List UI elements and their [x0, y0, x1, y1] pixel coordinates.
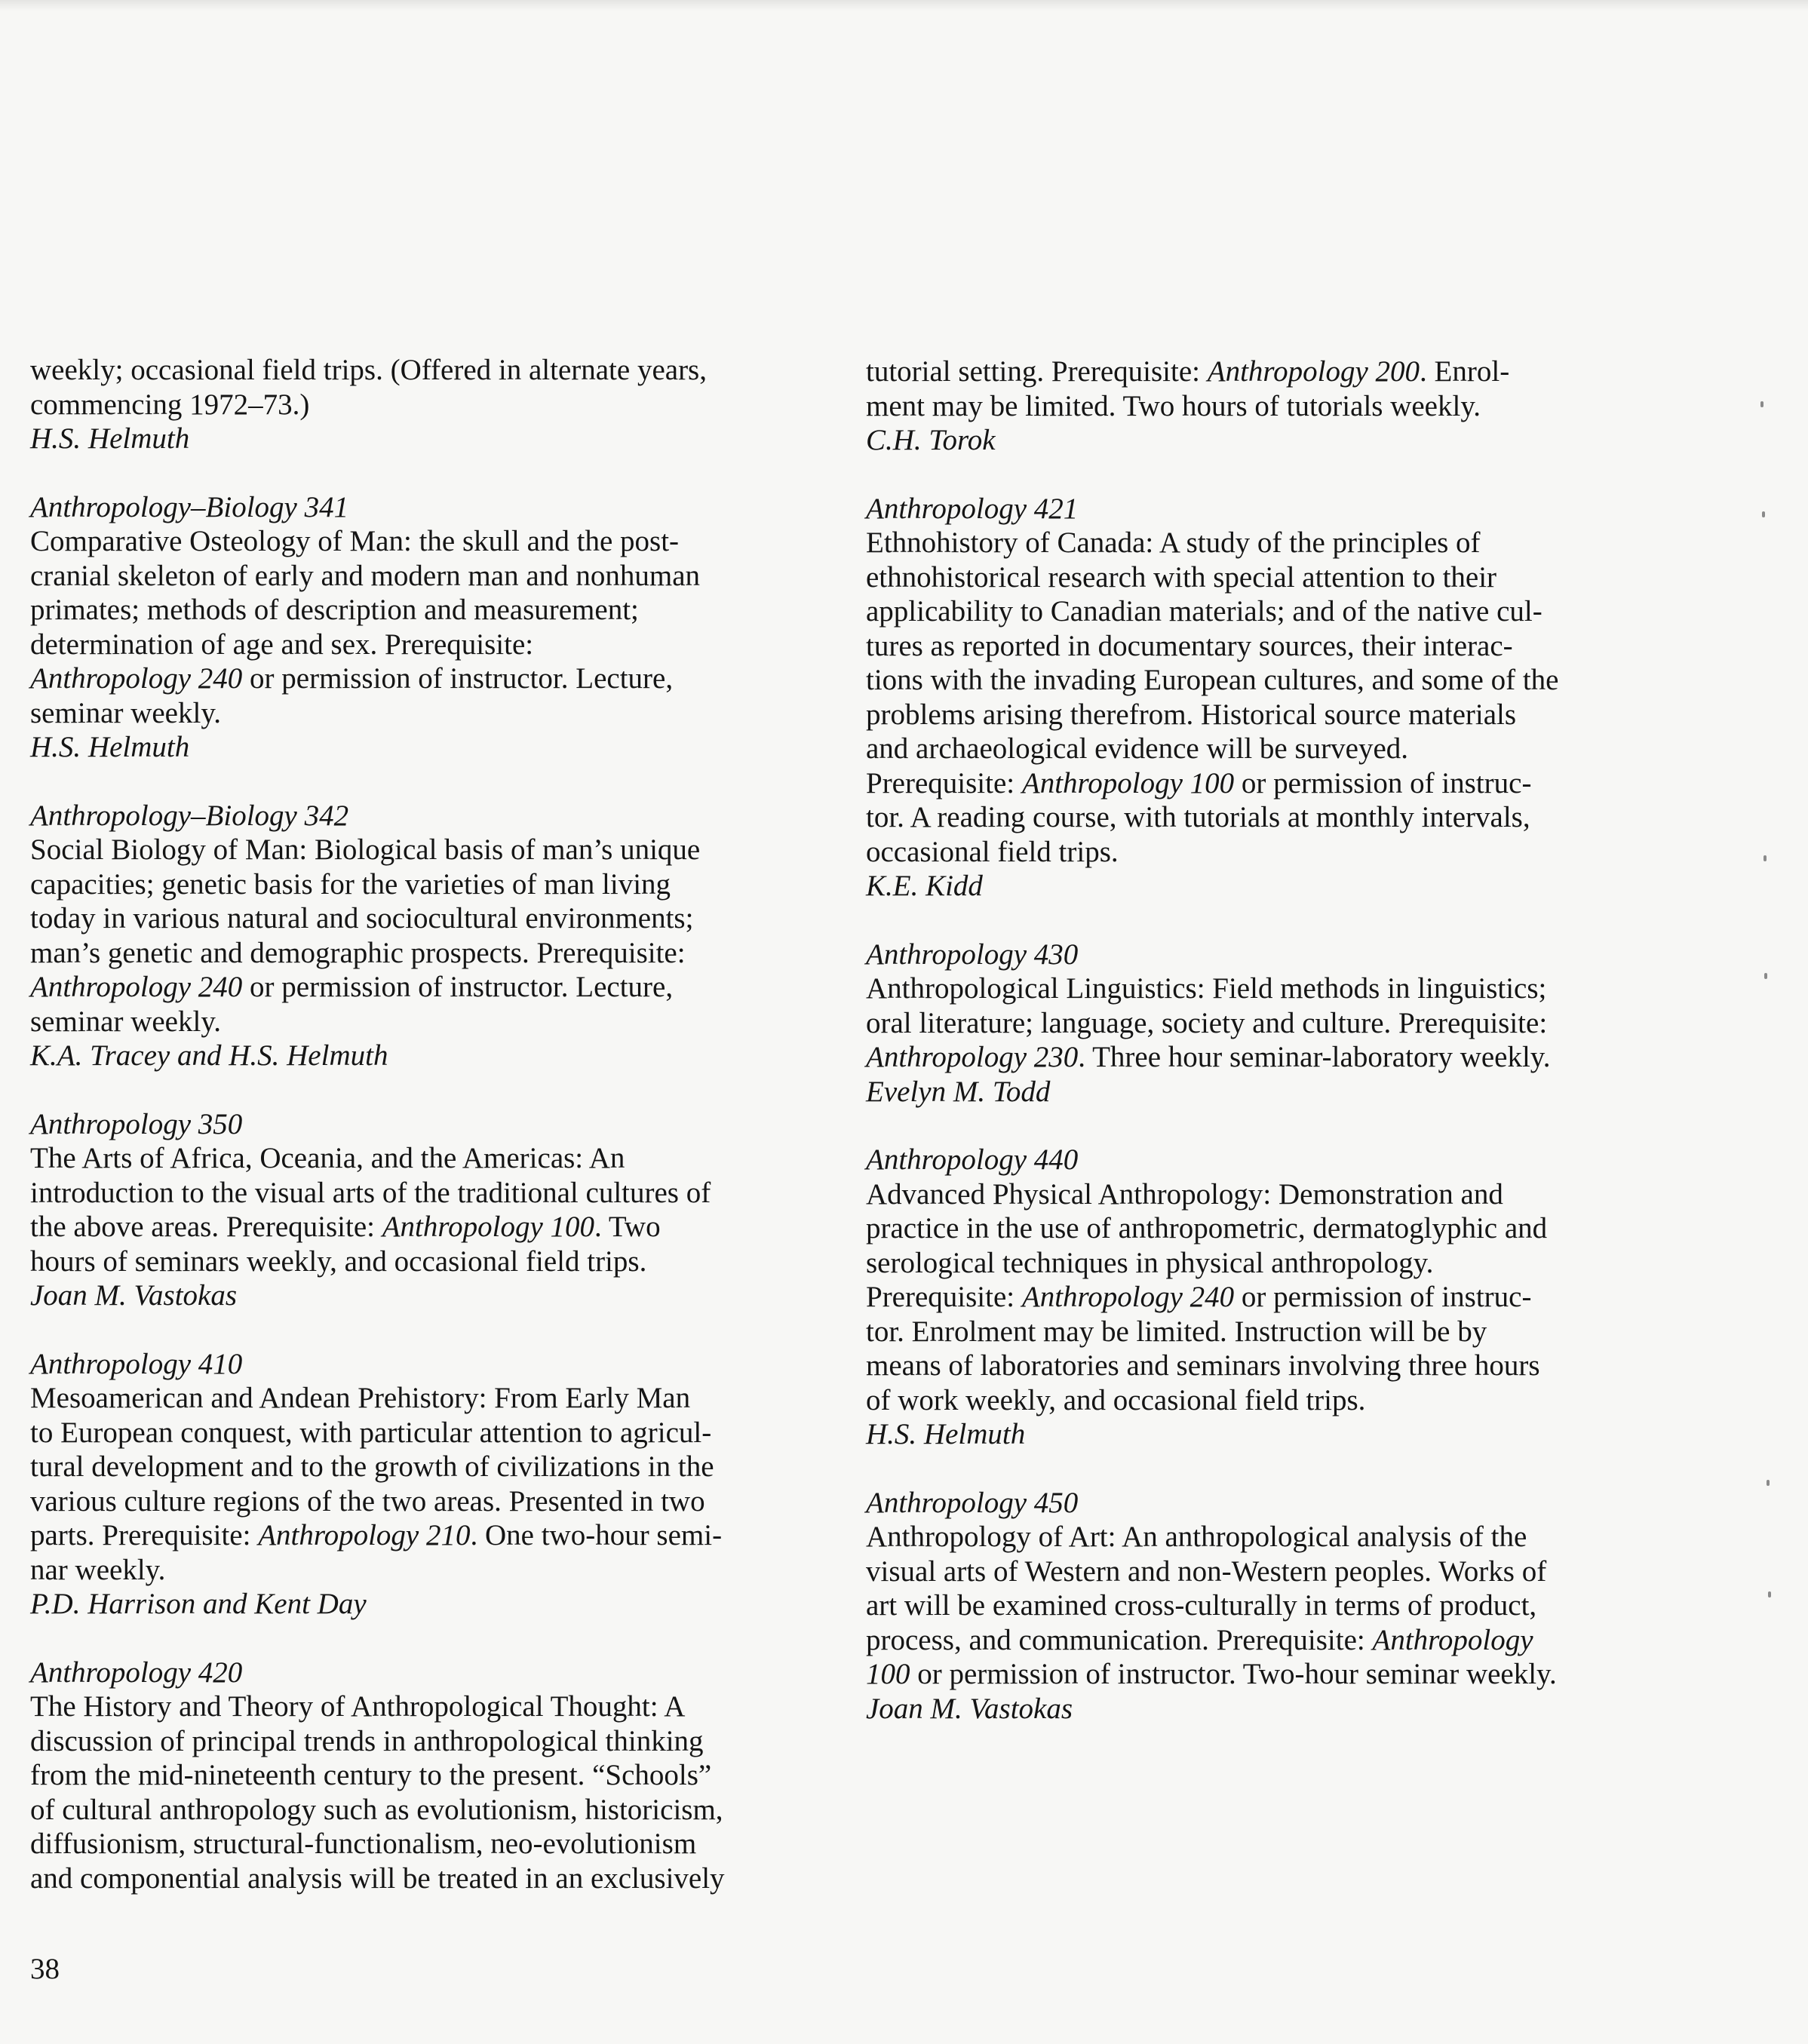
description-line	[866, 1177, 1681, 1212]
description-line	[30, 661, 837, 696]
description-line	[30, 524, 837, 559]
text-run: of cultural anthropology such as evolutionism, historicism,	[30, 1793, 723, 1826]
course-entry	[30, 490, 837, 765]
description-line	[30, 353, 837, 388]
description-line	[30, 1005, 837, 1039]
description-line	[866, 1211, 1681, 1246]
page-number: 38	[30, 1953, 60, 1985]
description-line	[866, 526, 1681, 560]
description-line	[30, 936, 837, 971]
text-run: The Arts of Africa, Oceania, and the Americas: An	[30, 1142, 625, 1174]
instructor-name: K.E. Kidd	[866, 870, 983, 902]
course-number: Anthropology 420	[30, 1656, 243, 1689]
text-run: seminar weekly.	[30, 696, 222, 729]
scan-speck	[1768, 1591, 1771, 1597]
description-line	[866, 663, 1681, 698]
description-line	[30, 1793, 837, 1828]
text-run: oral literature; language, society and culture. Prerequisite:	[866, 1006, 1548, 1039]
text-run: commencing 1972–73.)	[30, 388, 310, 421]
course-number: Anthropology 350	[30, 1107, 243, 1140]
text-run: primates; methods of description and measurement;	[30, 594, 639, 626]
course-entry	[30, 1347, 837, 1622]
text-run: art will be examined cross-culturally in terms of product,	[866, 1589, 1537, 1622]
text-run: Advanced Physical Anthropology: Demonstration and	[866, 1177, 1503, 1211]
description-line	[866, 732, 1681, 766]
description-line	[30, 593, 837, 628]
text-run: Prerequisite:	[866, 766, 1022, 799]
description-line	[30, 970, 837, 1005]
instructor-name: H.S. Helmuth	[866, 1418, 1026, 1450]
course-entry	[30, 1107, 837, 1313]
description-line	[30, 1861, 837, 1896]
course-reference: Anthropology 100	[382, 1211, 595, 1243]
course-reference: Anthropology 240	[1021, 1281, 1235, 1313]
text-run: and componential analysis will be treated in an exclusively	[30, 1861, 725, 1895]
description-line	[866, 1657, 1681, 1692]
course-entry	[30, 1656, 837, 1896]
course-number: Anthropology 440	[866, 1143, 1079, 1176]
description-line	[30, 1450, 837, 1484]
course-number: Anthropology–Biology 341	[30, 490, 349, 523]
description-line	[866, 594, 1681, 629]
description-line	[866, 1383, 1681, 1418]
text-run: problems arising therefrom. Historical source materials	[866, 698, 1517, 731]
description-line	[866, 1554, 1681, 1589]
instructor-name: Evelyn M. Todd	[866, 1075, 1051, 1108]
description-line	[866, 354, 1681, 389]
description-line	[30, 1484, 837, 1519]
description-line	[30, 901, 837, 936]
text-run: or permission of instructor. Two-hour seminar weekly.	[910, 1658, 1557, 1690]
text-run: serological techniques in physical anthropology.	[866, 1246, 1434, 1279]
description-line	[30, 1724, 837, 1759]
description-line	[866, 560, 1681, 595]
instructor-name: Joan M. Vastokas	[30, 1279, 238, 1312]
text-run: and archaeological evidence will be surveyed.	[866, 732, 1409, 765]
text-run: Anthropology of Art: An anthropological analysis of the	[866, 1521, 1527, 1553]
course-reference: 100	[866, 1658, 910, 1690]
description-line	[30, 1518, 837, 1553]
description-line	[866, 1246, 1681, 1281]
description-line	[866, 1520, 1681, 1554]
text-run: various culture regions of the two areas. Presented in two	[30, 1484, 705, 1518]
description-line	[866, 629, 1681, 664]
course-number: Anthropology 410	[30, 1347, 243, 1380]
description-line	[866, 1588, 1681, 1623]
course-reference: Anthropology 100	[1021, 766, 1235, 799]
text-run: parts. Prerequisite:	[30, 1519, 259, 1551]
scan-speck	[1762, 511, 1765, 517]
text-run: Anthropological Linguistics: Field methods in linguistics;	[866, 972, 1547, 1005]
description-line	[866, 971, 1681, 1006]
description-line	[30, 1827, 837, 1861]
text-run: Ethnohistory of Canada: A study of the principles of	[866, 526, 1481, 559]
text-run: tions with the invading European cultures, and some of the	[866, 664, 1559, 696]
course-reference: Anthropology 230	[866, 1041, 1079, 1073]
description-line	[866, 1623, 1681, 1658]
right-column	[866, 354, 1681, 1760]
text-run: hours of seminars weekly, and occasional field trips.	[30, 1245, 647, 1278]
course-reference: Anthropology 240	[30, 662, 243, 695]
text-run: visual arts of Western and non-Western peoples. Works of	[866, 1554, 1547, 1588]
description-line	[866, 1280, 1681, 1315]
text-run: tutorial setting. Prerequisite:	[866, 355, 1208, 388]
text-run: or permission of instruc-	[1234, 1281, 1532, 1313]
text-run: capacities; genetic basis for the varieties of man living	[30, 867, 671, 901]
course-entry	[30, 799, 837, 1073]
course-number: Anthropology 450	[866, 1486, 1079, 1519]
description-line	[30, 1416, 837, 1450]
description-line	[866, 766, 1681, 801]
description-line	[866, 1315, 1681, 1349]
description-line	[30, 1176, 837, 1211]
instructor-name: Joan M. Vastokas	[866, 1692, 1073, 1725]
text-run: tor. Enrolment may be limited. Instruction will be by	[866, 1315, 1487, 1348]
text-run: the above areas. Prerequisite:	[30, 1211, 382, 1243]
text-run: cranial skeleton of early and modern man and nonhuman	[30, 559, 701, 592]
scan-speck	[1764, 973, 1767, 979]
text-run: today in various natural and sociocultural environments;	[30, 902, 694, 935]
text-run: discussion of principal trends in anthropological thinking	[30, 1724, 704, 1757]
description-line	[30, 867, 837, 902]
instructor-name: H.S. Helmuth	[30, 731, 190, 763]
text-run: applicability to Canadian materials; and of the native cul-	[866, 595, 1542, 628]
course-number: Anthropology 421	[866, 492, 1079, 525]
description-line	[30, 628, 837, 662]
text-run: to European conquest, with particular attention to agricul-	[30, 1416, 712, 1449]
course-number: Anthropology 430	[866, 938, 1079, 971]
scan-edge-shadow	[0, 0, 1808, 11]
course-reference: Anthropology	[1372, 1623, 1533, 1656]
description-line	[30, 1553, 837, 1588]
left-column	[30, 353, 837, 1929]
text-run: process, and communication. Prerequisite:	[866, 1623, 1373, 1656]
course-entry	[866, 492, 1681, 904]
description-line	[30, 1141, 837, 1176]
course-entry	[866, 1143, 1681, 1452]
text-run: Mesoamerican and Andean Prehistory: From Early Man	[30, 1382, 691, 1414]
course-entry	[866, 938, 1681, 1109]
description-line	[30, 559, 837, 594]
course-entry	[866, 1486, 1681, 1726]
description-line	[30, 1381, 837, 1416]
text-run: . One two-hour semi-	[470, 1519, 723, 1551]
instructor-name: H.S. Helmuth	[30, 422, 190, 455]
text-run: Comparative Osteology of Man: the skull and the post-	[30, 525, 680, 557]
text-run: man’s genetic and demographic prospects. Prerequisite:	[30, 936, 686, 969]
course-entry	[866, 354, 1681, 458]
description-line	[30, 388, 837, 422]
text-run: means of laboratories and seminars involving three hours	[866, 1349, 1540, 1382]
course-reference: Anthropology 200	[1207, 355, 1420, 388]
text-run: Social Biology of Man: Biological basis of man’s unique	[30, 833, 701, 866]
scan-speck	[1763, 855, 1767, 861]
description-line	[866, 835, 1681, 870]
text-run: . Two	[594, 1211, 661, 1243]
instructor-name: K.A. Tracey and H.S. Helmuth	[30, 1039, 388, 1072]
text-run: seminar weekly.	[30, 1005, 222, 1038]
text-run: of work weekly, and occasional field trips.	[866, 1383, 1366, 1416]
instructor-name: P.D. Harrison and Kent Day	[30, 1588, 367, 1620]
description-line	[866, 1040, 1681, 1075]
description-line	[30, 1690, 837, 1724]
text-run: . Three hour seminar-laboratory weekly.	[1078, 1041, 1551, 1073]
description-line	[866, 1349, 1681, 1383]
text-run: The History and Theory of Anthropological Thought: A	[30, 1690, 686, 1723]
text-run: . Enrol-	[1420, 355, 1510, 388]
text-run: determination of age and sex. Prerequisite:	[30, 628, 534, 661]
text-run: introduction to the visual arts of the traditional cultures of	[30, 1176, 711, 1209]
course-reference: Anthropology 240	[30, 971, 243, 1003]
description-line	[30, 1245, 837, 1279]
description-line	[30, 696, 837, 731]
text-run: practice in the use of anthropometric, dermatoglyphic and	[866, 1212, 1548, 1245]
text-run: ment may be limited. Two hours of tutorials weekly.	[866, 389, 1481, 422]
text-run: or permission of instruc-	[1234, 766, 1532, 799]
text-run: tor. A reading course, with tutorials at monthly intervals,	[866, 801, 1530, 833]
description-line	[866, 1006, 1681, 1041]
text-run: occasional field trips.	[866, 835, 1119, 868]
text-run: weekly; occasional field trips. (Offered in alternate years,	[30, 354, 707, 386]
description-line	[30, 1210, 837, 1245]
course-reference: Anthropology 210	[258, 1519, 471, 1551]
description-line	[866, 389, 1681, 424]
text-run: or permission of instructor. Lecture,	[242, 662, 674, 695]
scan-speck	[1767, 1480, 1770, 1486]
scan-speck	[1760, 401, 1763, 407]
text-run: or permission of instructor. Lecture,	[242, 971, 674, 1003]
text-run: diffusionism, structural-functionalism, neo-evolutionism	[30, 1828, 697, 1860]
description-line	[866, 698, 1681, 732]
description-line	[866, 800, 1681, 835]
instructor-name: C.H. Torok	[866, 424, 996, 456]
text-run: tures as reported in documentary sources, their interac-	[866, 629, 1513, 662]
description-line	[30, 1758, 837, 1793]
course-entry	[30, 353, 837, 456]
text-run: ethnohistorical research with special attention to their	[866, 560, 1497, 594]
text-run: tural development and to the growth of civilizations in the	[30, 1450, 714, 1483]
text-run: from the mid-nineteenth century to the present. “Schools”	[30, 1759, 712, 1791]
course-number: Anthropology–Biology 342	[30, 799, 349, 832]
text-run: Prerequisite:	[866, 1281, 1022, 1313]
text-run: nar weekly.	[30, 1553, 166, 1586]
description-line	[30, 833, 837, 867]
